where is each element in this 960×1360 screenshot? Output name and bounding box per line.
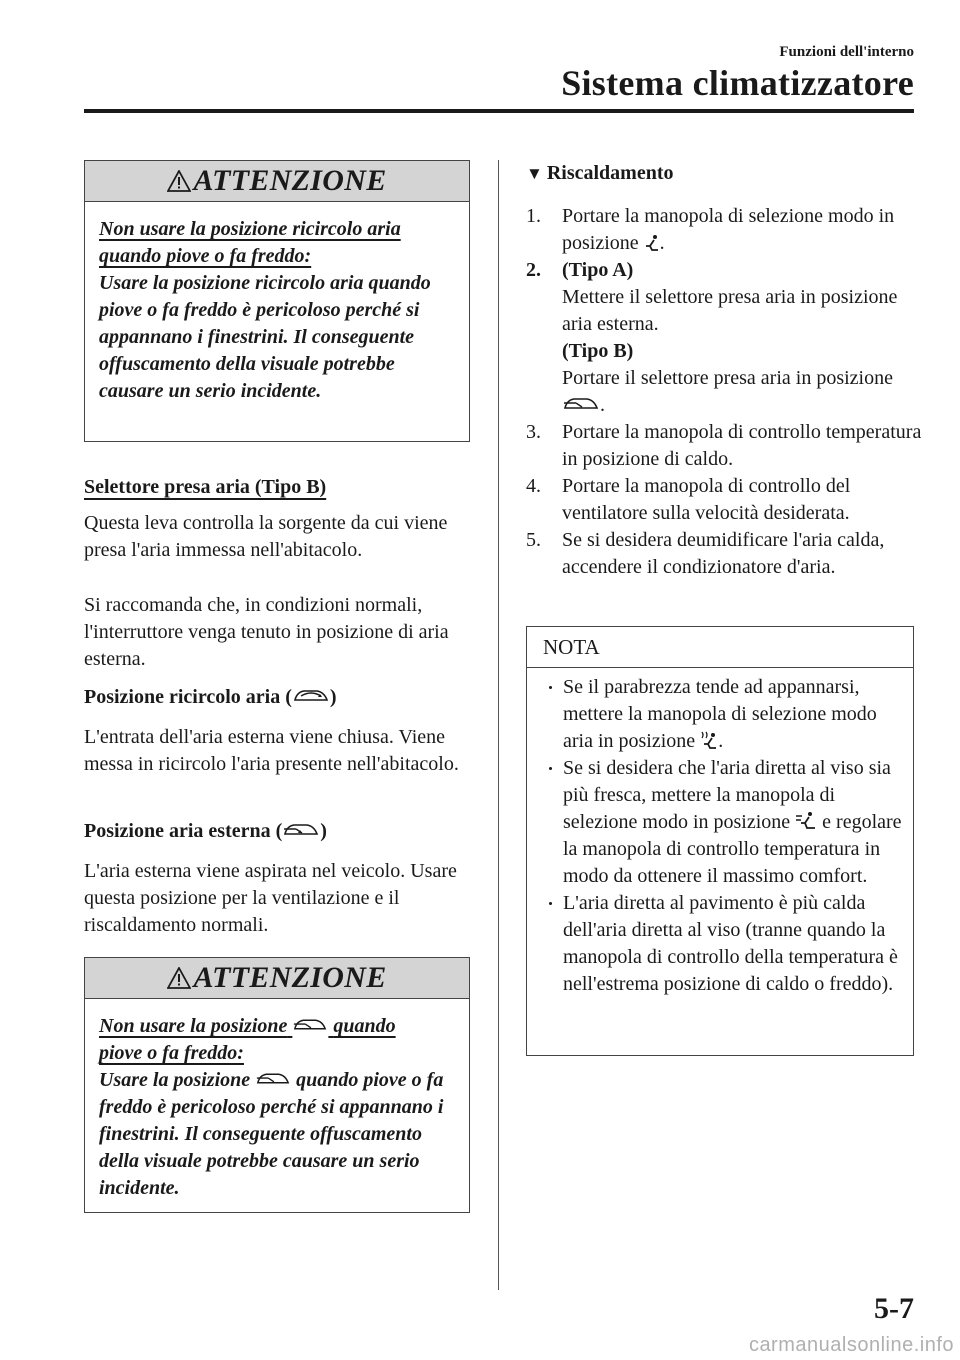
- intake-description: Questa leva controlla la sorgente da cui viene presa l'aria immessa nell'abitacolo.: [84, 512, 448, 561]
- heating-heading: ▼ Riscaldamento: [526, 162, 674, 184]
- warning-triangle-icon: [167, 967, 191, 989]
- outside-air-car-icon: [282, 820, 320, 840]
- step-3: 3. Portare la manopola di controllo temperatura in posizione di caldo.: [526, 421, 922, 470]
- bi-level-mode-icon: [795, 811, 817, 831]
- warning-header: [85, 958, 469, 999]
- step-4: 4. Portare la manopola di controllo del ventilatore sulla velocità desiderata.: [526, 475, 851, 524]
- recirculation-description: L'entrata dell'aria esterna viene chiusa. Viene messa in ricircolo l'aria presente nell'abitacolo.: [84, 726, 459, 775]
- outside-air-heading: Posizione aria esterna ( ): [84, 820, 327, 842]
- warning-triangle-icon: [167, 170, 191, 192]
- warning-body: Usare la posizione quando piove o fa freddo è pericoloso perché si appannano i finestrini. Il conseguente offuscamento della visuale potrebbe causare un serio incidente.: [99, 1069, 444, 1199]
- warning-lead-line2: quando piove o fa freddo:: [99, 245, 312, 267]
- step-1: 1. Portare la manopola di selezione modo in posizione .: [526, 205, 895, 254]
- floor-mode-icon: [644, 234, 660, 252]
- warning-title: ATTENZIONE: [193, 961, 387, 994]
- note-item-2: Se si desidera che l'aria diretta al viso sia più fresca, mettere la manopola di selezione modo in posizione e regolare la manopola di controllo temperatura in modo da ottenere il massimo comfort.: [563, 755, 905, 890]
- recirculation-car-icon: [292, 686, 330, 706]
- page-number: 5-7: [874, 1292, 914, 1325]
- note-item-1: Se il parabrezza tende ad appannarsi, mettere la manopola di selezione modo aria in posizione .: [563, 674, 905, 755]
- recirculation-heading: Posizione ricircolo aria ( ): [84, 686, 337, 708]
- note-item-3: L'aria diretta al pavimento è più calda dell'aria diretta al viso (tranne quando la manopola di controllo della temperatura è nell'estrema posizione di caldo o freddo).: [563, 890, 905, 998]
- note-title: NOTA: [527, 627, 913, 668]
- warning-body: Usare la posizione ricircolo aria quando piove o fa freddo è pericoloso perché si appannano i finestrini. Il conseguente offuscamento della visuale potrebbe causare un serio incidente.: [99, 272, 431, 402]
- step-2: 2. (Tipo A) Mettere il selettore presa aria in posizione aria esterna. (Tipo B) Portare il selettore presa aria in posizione .: [526, 259, 898, 416]
- warning-box-outside-air: [84, 957, 470, 1213]
- warning-text: [85, 202, 469, 419]
- warning-header: [85, 161, 469, 202]
- intake-recommendation: Si raccomanda che, in condizioni normali, l'interruttore venga tenuto in posizione di aria esterna.: [84, 594, 449, 670]
- column-divider: [498, 160, 499, 1290]
- warning-text: [85, 999, 469, 1216]
- outside-air-car-icon: [562, 394, 600, 414]
- outside-air-description: L'aria esterna viene aspirata nel veicolo. Usare questa posizione per la ventilazione e il riscaldamento normali.: [84, 860, 457, 936]
- section-heading-intake: Selettore presa aria (Tipo B): [84, 476, 327, 498]
- header-rule: [84, 109, 914, 113]
- page-title: Sistema climatizzatore: [561, 63, 914, 103]
- warning-lead-line1: Non usare la posizione ricircolo aria: [99, 218, 401, 240]
- note-box: [526, 626, 914, 1056]
- warning-lead-line2: piove o fa freddo:: [99, 1042, 244, 1064]
- watermark: carmanualsonline.info: [748, 1334, 954, 1356]
- warning-box-recirculation: [84, 160, 470, 442]
- header-section-label: Funzioni dell'interno: [779, 44, 914, 60]
- warning-title: ATTENZIONE: [193, 164, 387, 197]
- floor-defrost-mode-icon: [700, 730, 718, 750]
- warning-lead-line1: Non usare la posizione quando: [99, 1015, 396, 1037]
- step-5: 5. Se si desidera deumidificare l'aria calda, accendere il condizionatore d'aria.: [526, 529, 885, 578]
- outside-air-car-icon: [255, 1069, 291, 1089]
- triangle-bullet-icon: ▼: [526, 164, 543, 183]
- outside-air-car-icon: [292, 1015, 328, 1035]
